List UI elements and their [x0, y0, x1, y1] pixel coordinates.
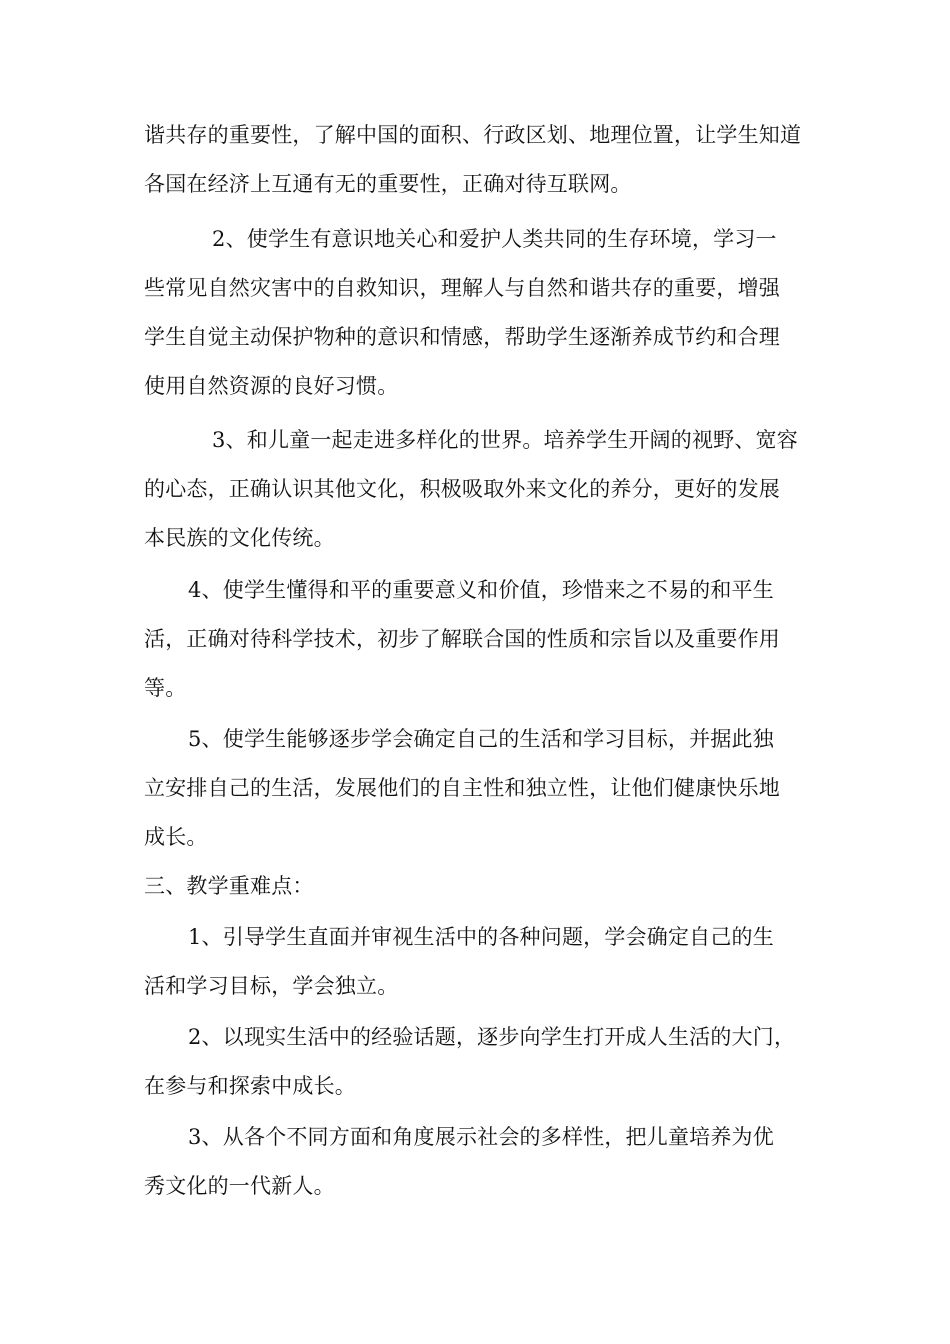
- text-line: 本民族的文化传统。: [144, 526, 335, 550]
- text-line: 各国在经济上互通有无的重要性，正确对待互联网。: [144, 172, 632, 196]
- text-line: 2、以现实生活中的经验话题，逐步向学生打开成人生活的大门，: [188, 1025, 796, 1049]
- text-line: 4、使学生懂得和平的重要意义和价值，珍惜来之不易的和平生: [188, 578, 774, 602]
- text-line: 些常见自然灾害中的自救知识，理解人与自然和谐共存的重要，增强: [144, 276, 780, 300]
- text-line: 学生自觉主动保护物种的意识和情感，帮助学生逐渐养成节约和合理: [144, 325, 780, 349]
- text-line: 活，正确对待科学技术，初步了解联合国的性质和宗旨以及重要作用: [144, 627, 780, 651]
- text-line: 3、从各个不同方面和角度展示社会的多样性，把儿童培养为优: [188, 1125, 774, 1149]
- text-line: 的心态，正确认识其他文化，积极吸取外来文化的养分，更好的发展: [144, 477, 780, 501]
- text-line: 秀文化的一代新人。: [144, 1174, 335, 1198]
- section-heading: 三、教学重难点：: [144, 874, 314, 898]
- text-line: 使用自然资源的良好习惯。: [144, 374, 399, 398]
- text-line: 1、引导学生直面并审视生活中的各种问题，学会确定自己的生: [188, 925, 774, 949]
- text-line: 在参与和探索中成长。: [144, 1074, 356, 1098]
- text-line: 立安排自己的生活，发展他们的自主性和独立性，让他们健康快乐地: [144, 776, 780, 800]
- text-line: 谐共存的重要性，了解中国的面积、行政区划、地理位置，让学生知道: [144, 123, 802, 147]
- text-line: 5、使学生能够逐步学会确定自己的生活和学习目标，并据此独: [188, 727, 774, 751]
- text-line: 2、使学生有意识地关心和爱护人类共同的生存环境，学习一: [212, 227, 777, 251]
- text-line: 成长。: [144, 825, 208, 849]
- text-line: 3、和儿童一起走进多样化的世界。培养学生开阔的视野、宽容: [212, 428, 798, 452]
- text-line: 等。: [144, 676, 187, 700]
- text-line: 活和学习目标，学会独立。: [144, 974, 399, 998]
